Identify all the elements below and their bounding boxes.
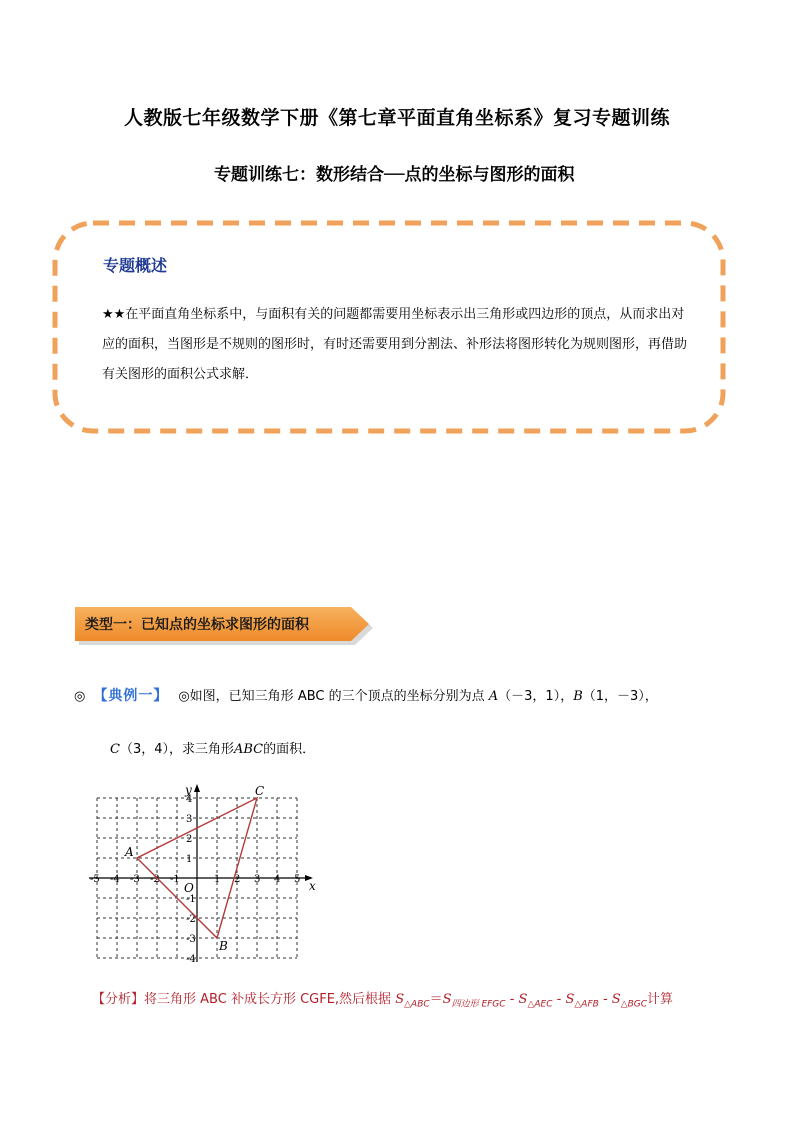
sub-quad: 四边形 EFGC [451,999,506,1010]
x-tick-label: -2 [150,874,160,885]
overview-body: ★★在平面直角坐标系中，与面积有关的问题都需要用坐标表示出三角形或四边形的顶点，从而求出对应的面积，当图形是不规则的图形时，有时还需要用到分割法、补形法将图形转化为规则图形，再借助有关图形的面积公式求解． [102,307,688,382]
y-tick-label: -4 [186,954,196,962]
y-axis-label: y [185,783,192,797]
analysis-line [92,988,772,1010]
coordinate-graph [85,772,320,962]
point-b-label: B [573,689,583,704]
point-c-label: C [110,742,120,757]
y-tick-label: -3 [186,934,196,945]
minus-2: - [552,992,566,1007]
sub-afb: △AFB [574,999,599,1010]
x-axis-label: x [309,879,316,893]
x-tick-label: -4 [110,874,120,885]
point-label-a: A [125,845,134,859]
equals: ＝ [429,992,443,1007]
point-b-coord: （1，－3）， [582,689,658,704]
analysis-end: 计算 [647,992,674,1007]
point-a-label: A [488,689,499,704]
example-intro: ◎如图，已知三角形 ABC 的三个顶点的坐标分别为点 [178,689,485,704]
x-tick-label: -3 [130,874,140,885]
point-a-coord: （－3，1）， [498,689,574,704]
x-tick-label: 3 [254,874,261,885]
type-banner [75,605,375,645]
y-tick-label: 4 [186,794,193,805]
point-label-c: C [255,784,265,798]
y-tick-label: -1 [186,894,196,905]
point-label-b: B [219,939,228,953]
example-tail: 的面积． [263,742,316,757]
y-axis-arrow [194,784,200,792]
area-symbol-1: S [395,992,405,1007]
x-tick-label: 4 [274,874,281,885]
triangle-name: ABC [234,742,264,757]
type-banner-label: 类型一：已知点的坐标求图形的面积 [85,617,309,633]
area-symbol-4: S [565,992,575,1007]
y-tick-label: -2 [186,914,196,925]
sub-bgc: △BGC [620,999,648,1010]
area-symbol-5: S [611,992,621,1007]
x-tick-label: 2 [234,874,241,885]
analysis-text: 将三角形 ABC 补成长方形 CGFE,然后根据 [144,992,392,1007]
bullet-icon: ◎ [74,689,86,704]
y-tick-label: 1 [186,854,193,865]
y-tick-label: 3 [186,814,193,825]
sub-abc: △ABC [404,999,430,1010]
overview-heading: 专题概述 [103,256,168,275]
origin-label: O [184,881,194,895]
x-tick-label: -1 [170,874,180,885]
analysis-tag: 【分析】 [92,992,145,1007]
y-tick-label: 2 [186,834,193,845]
example-tag: 【典例一】 [93,688,169,704]
sub-aec: △AEC [527,999,553,1010]
area-symbol-2: S [442,992,452,1007]
example-line-1 [74,685,774,705]
document-title: 人教版七年级数学下册《第七章平面直角坐标系》复习专题训练 [123,107,670,129]
minus-3: - [598,992,612,1007]
x-tick-label: 1 [214,874,221,885]
x-tick-label: 5 [294,874,301,885]
point-c-coord: （3，4），求三角形 [119,742,234,757]
x-tick-label: -5 [90,874,100,885]
example-line-2 [110,738,315,757]
document-subtitle: 专题训练七：数形结合──点的坐标与图形的面积 [214,165,575,185]
minus-1: - [505,992,519,1007]
overview-box [52,220,726,434]
area-symbol-3: S [518,992,528,1007]
